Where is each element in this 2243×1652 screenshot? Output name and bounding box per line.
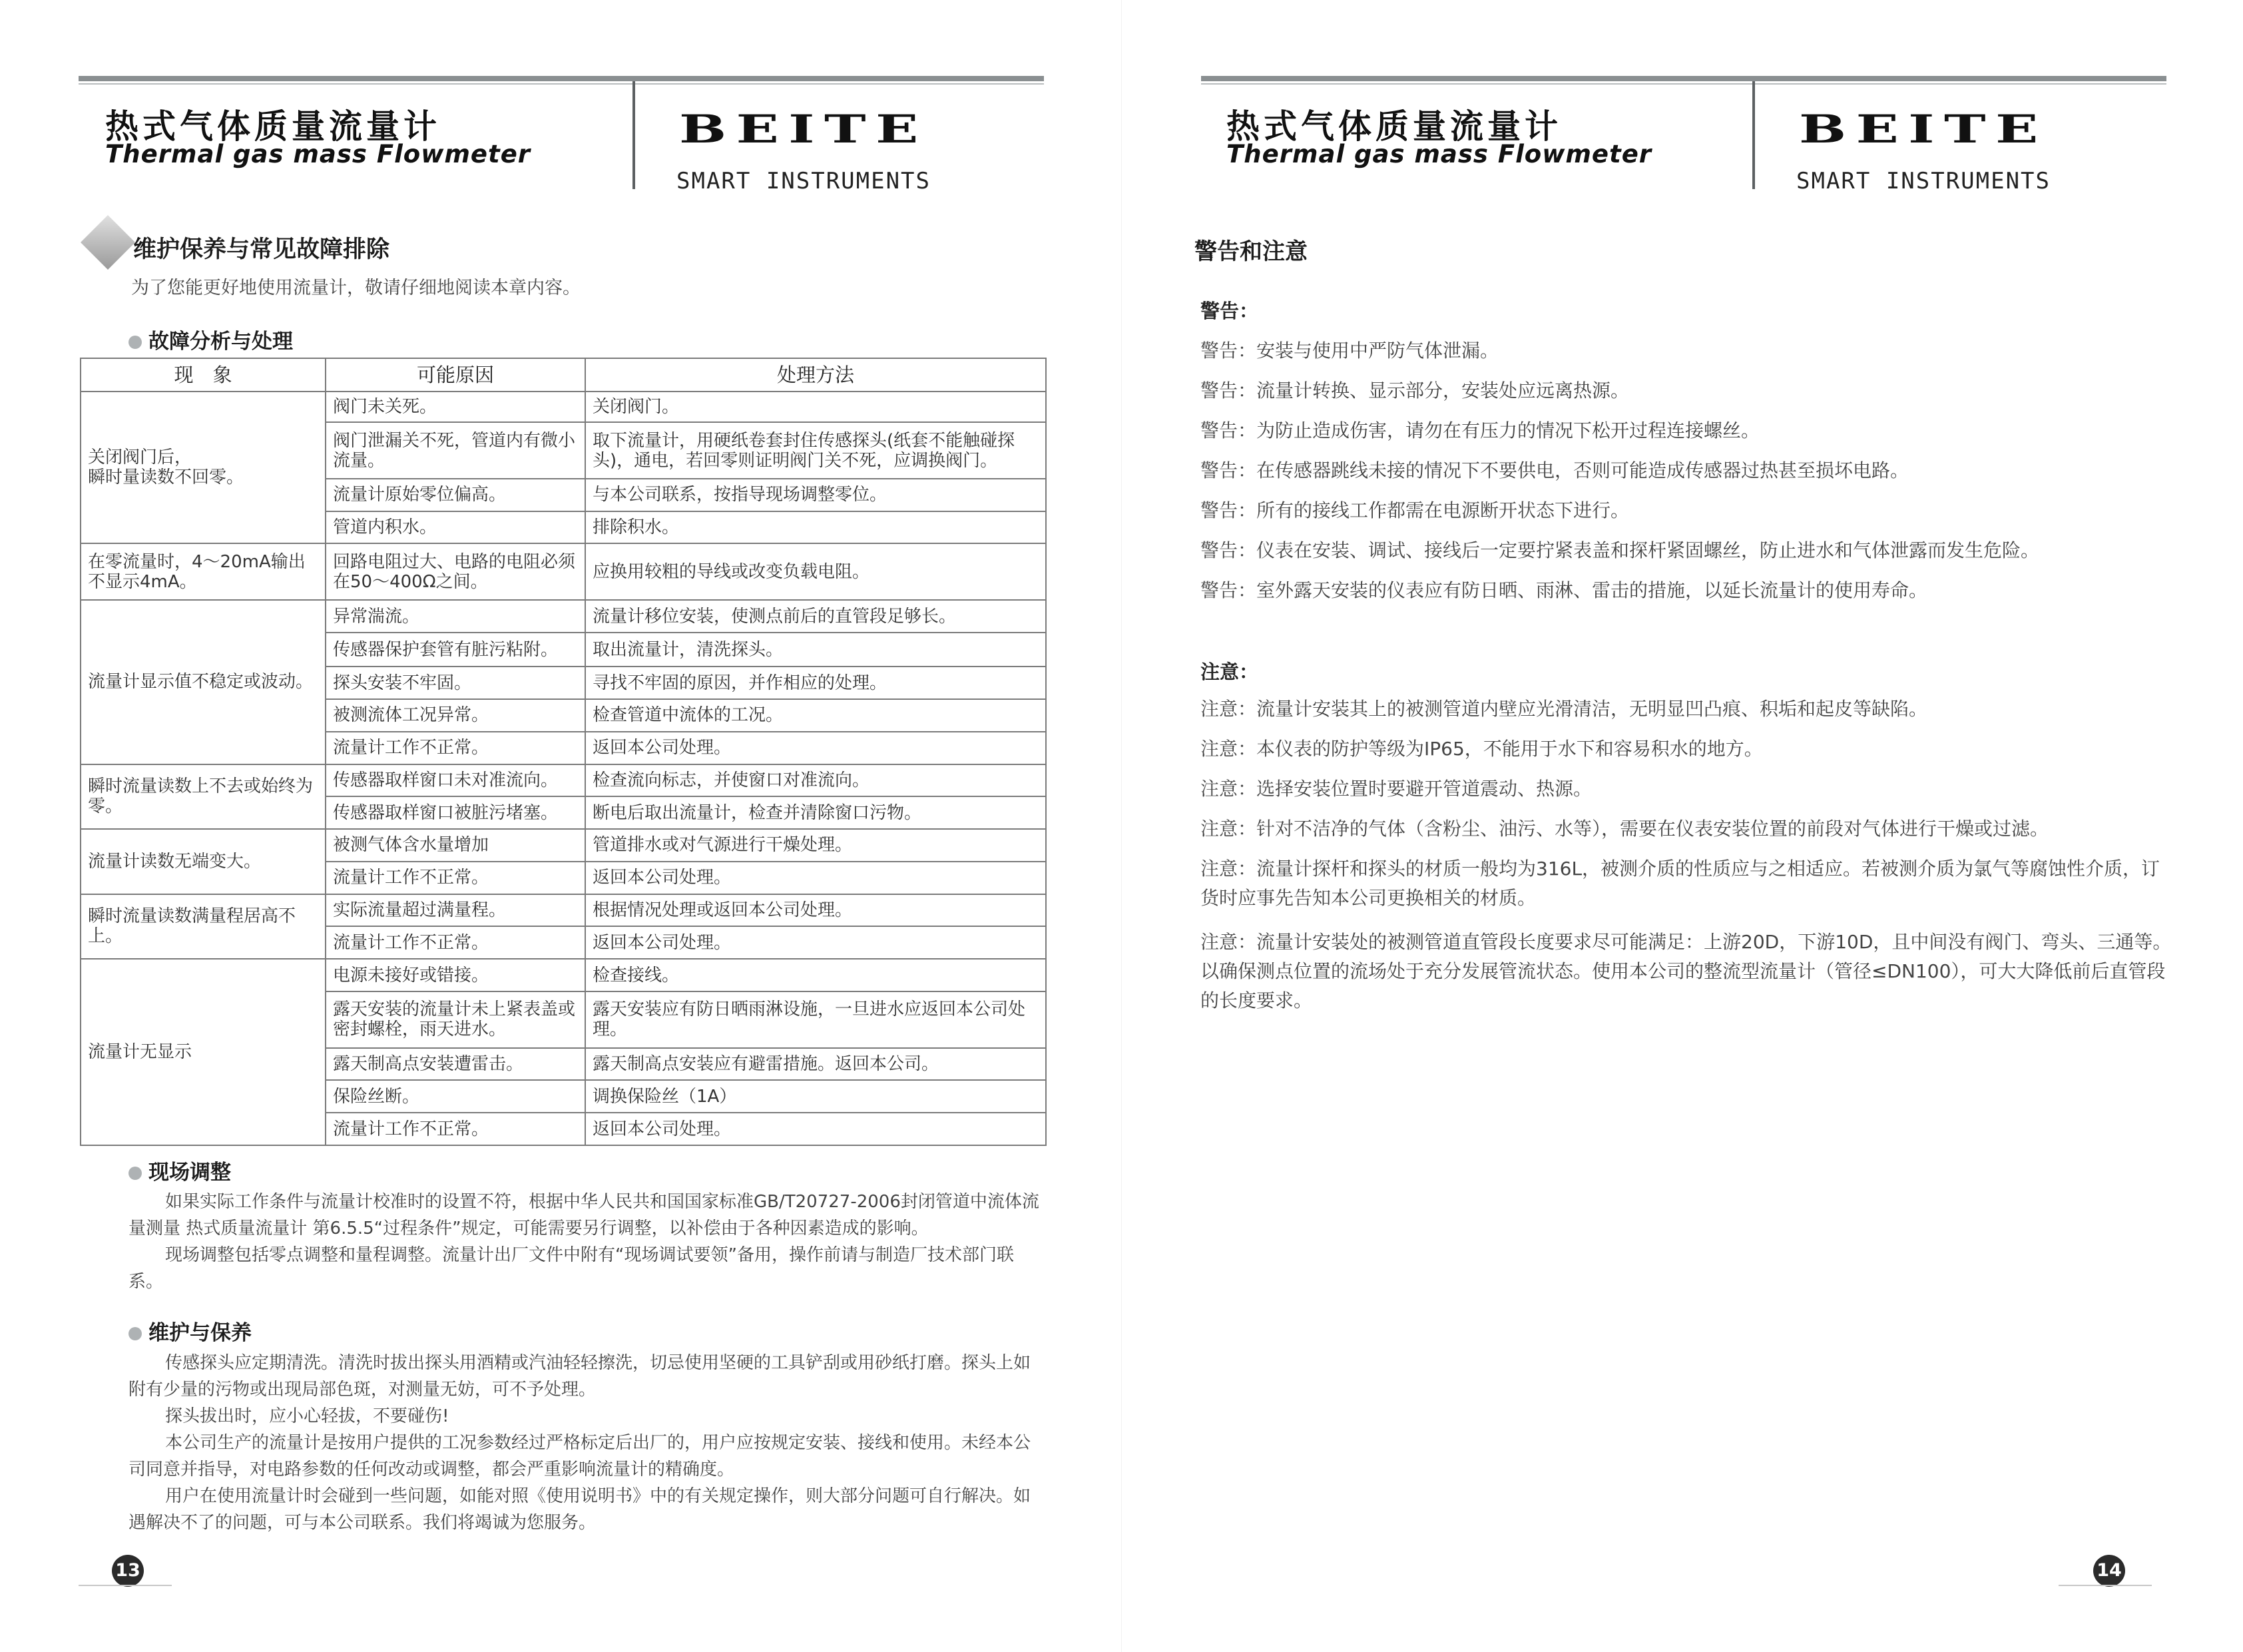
header-rule xyxy=(79,76,1044,81)
cause-cell: 流量计原始零位偏高。 xyxy=(326,479,585,511)
fix-cell: 返回本公司处理。 xyxy=(585,1113,1046,1145)
warning-item: 警告：室外露天安装的仪表应有防日晒、雨淋、雷击的措施，以延长流量计的使用寿命。 xyxy=(1200,579,1928,601)
paragraph: 用户在使用流量计时会碰到一些问题，如能对照《使用说明书》中的有关规定操作，则大部分问题可自行解决。如遇解决不了的问题，可与本公司联系。我们将竭诚为您服务。 xyxy=(128,1486,1031,1533)
bullet-icon xyxy=(128,1167,142,1180)
brand-subtitle: SMART INSTRUMENTS xyxy=(676,168,931,194)
section-title: 警告和注意 xyxy=(1194,238,1308,265)
header-rule-thin xyxy=(1201,83,2166,85)
header-title-zh: 热式气体质量流量计 xyxy=(1226,107,1562,146)
header-title-zh: 热式气体质量流量计 xyxy=(105,107,441,146)
table-row xyxy=(81,829,1046,862)
warning-label: 警告： xyxy=(1200,300,1259,322)
cause-cell: 管道内积水。 xyxy=(326,511,585,544)
fix-cell: 检查管道中流体的工况。 xyxy=(585,699,1046,732)
symptom-cell: 瞬时流量读数上不去或始终为零。 xyxy=(81,764,326,830)
section-intro: 为了您能更好地使用流量计，敬请仔细地阅读本章内容。 xyxy=(131,278,581,298)
paragraph: 探头拔出时，应小心轻拔，不要碰伤! xyxy=(165,1406,449,1426)
cause-cell: 流量计工作不正常。 xyxy=(326,926,585,959)
page-13 xyxy=(0,0,1121,1652)
header-title-en: Thermal gas mass Flowmeter xyxy=(1226,140,1652,168)
maintenance-text xyxy=(128,1350,1047,1536)
cause-cell: 流量计工作不正常。 xyxy=(326,1113,585,1145)
fix-cell: 检查流向标志，并使窗口对准流向。 xyxy=(585,764,1046,797)
symptom-cell: 流量计显示值不稳定或波动。 xyxy=(81,600,326,764)
symptom-cell: 关闭阀门后， 瞬时量读数不回零。 xyxy=(81,392,326,543)
fix-cell: 管道排水或对气源进行干燥处理。 xyxy=(585,829,1046,862)
bullet-icon xyxy=(128,336,142,349)
table-row xyxy=(81,392,1046,422)
bullet-icon xyxy=(128,1327,142,1340)
cause-cell: 电源未接好或错接。 xyxy=(326,959,585,991)
footer-line xyxy=(2059,1585,2152,1586)
fix-cell: 与本公司联系，按指导现场调整零位。 xyxy=(585,479,1046,511)
fix-cell: 调换保险丝（1A） xyxy=(585,1080,1046,1113)
symptom-cell: 瞬时流量读数满量程居高不上。 xyxy=(81,894,326,960)
cause-cell: 传感器取样窗口被脏污堵塞。 xyxy=(326,796,585,829)
table-row xyxy=(81,600,1046,633)
brand-subtitle: SMART INSTRUMENTS xyxy=(1796,168,2051,194)
cause-cell: 流量计工作不正常。 xyxy=(326,732,585,764)
col-header-symptom: 现 象 xyxy=(81,358,326,392)
note-item: 注意：选择安装位置时要避开管道震动、热源。 xyxy=(1200,778,1593,800)
maintenance-heading: 维护与保养 xyxy=(128,1316,252,1346)
cause-cell: 露天制高点安装遭雷击。 xyxy=(326,1048,585,1081)
warning-item: 警告：流量计转换、显示部分，安装处应远离热源。 xyxy=(1200,380,1630,402)
fault-heading: 故障分析与处理 xyxy=(128,324,293,354)
cause-cell: 被测流体工况异常。 xyxy=(326,699,585,732)
paragraph: 本公司生产的流量计是按用户提供的工况参数经过严格标定后出厂的，用户应按规定安装、接线和使用。未经本公司同意并指导，对电路参数的任何改动或调整，都会严重影响流量计的精确度。 xyxy=(128,1433,1031,1480)
table-row xyxy=(81,543,1046,600)
cause-cell: 探头安装不牢固。 xyxy=(326,667,585,699)
paragraph: 传感探头应定期清洗。清洗时拔出探头用酒精或汽油轻轻擦洗，切忌使用坚硬的工具铲刮或用砂纸打磨。探头上如附有少量的污物或出现局部色斑，对测量无妨，可不予处理。 xyxy=(128,1353,1031,1400)
table-row xyxy=(81,894,1046,927)
page-number: 14 xyxy=(2093,1555,2125,1587)
warning-item: 警告：在传感器跳线未接的情况下不要供电，否则可能造成传感器过热甚至损坏电路。 xyxy=(1200,459,1909,481)
fix-cell: 取出流量计，清洗探头。 xyxy=(585,633,1046,667)
cause-cell: 阀门泄漏关不死，管道内有微小流量。 xyxy=(326,422,585,479)
warning-item: 警告：为防止造成伤害，请勿在有压力的情况下松开过程连接螺丝。 xyxy=(1200,419,1760,441)
fix-cell: 返回本公司处理。 xyxy=(585,926,1046,959)
header-divider xyxy=(632,81,635,189)
fix-cell: 排除积水。 xyxy=(585,511,1046,544)
cause-cell: 异常湍流。 xyxy=(326,600,585,633)
paragraph: 现场调整包括零点调整和量程调整。流量计出厂文件中附有“现场调试要领”备用，操作前请与制造厂技术部门联系。 xyxy=(128,1245,1014,1292)
warning-item: 警告：仪表在安装、调试、接线后一定要拧紧表盖和探杆紧固螺丝，防止进水和气体泄露而发生危险。 xyxy=(1200,539,2040,561)
col-header-cause: 可能原因 xyxy=(326,358,585,392)
fix-cell: 应换用较粗的导线或改变负载电阻。 xyxy=(585,543,1046,600)
table-row xyxy=(81,959,1046,991)
note-item: 注意：流量计探杆和探头的材质一般均为316L，被测介质的性质应与之相适应。若被测介质为氯气等腐蚀性介质，订货时应事先告知本公司更换相关的材质。 xyxy=(1200,858,2160,909)
paragraph: 如果实际工作条件与流量计校准时的设置不符，根据中华人民共和国国家标准GB/T20727-2006封闭管道中流体流量测量 热式质量流量计 第6.5.5“过程条件”规定，可能需要另行调整，以补偿由于各种因素造成的影响。 xyxy=(128,1192,1039,1239)
fix-cell: 露天安装应有防日晒雨淋设施，一旦进水应返回本公司处理。 xyxy=(585,991,1046,1048)
fix-cell: 关闭阀门。 xyxy=(585,392,1046,422)
cause-cell: 传感器取样窗口未对准流向。 xyxy=(326,764,585,797)
warning-item: 警告：所有的接线工作都需在电源断开状态下进行。 xyxy=(1200,499,1630,521)
col-header-fix: 处理方法 xyxy=(585,358,1046,392)
symptom-cell: 流量计读数无端变大。 xyxy=(81,829,326,894)
header-divider xyxy=(1752,81,1755,189)
field-adjust-text xyxy=(128,1189,1047,1295)
fix-cell: 根据情况处理或返回本公司处理。 xyxy=(585,894,1046,927)
note-item: 注意：针对不洁净的气体（含粉尘、油污、水等），需要在仪表安装位置的前段对气体进行干燥或过滤。 xyxy=(1200,818,2049,840)
cause-cell: 传感器保护套管有脏污粘附。 xyxy=(326,633,585,667)
warning-item: 警告：安装与使用中严防气体泄漏。 xyxy=(1200,340,1499,362)
table-header-row xyxy=(81,358,1046,392)
cause-cell: 被测气体含水量增加 xyxy=(326,829,585,862)
fix-cell: 返回本公司处理。 xyxy=(585,732,1046,764)
symptom-cell: 流量计无显示 xyxy=(81,959,326,1145)
fix-cell: 流量计移位安装，使测点前后的直管段足够长。 xyxy=(585,600,1046,633)
header-rule-thin xyxy=(79,83,1044,85)
header-title-en: Thermal gas mass Flowmeter xyxy=(105,140,531,168)
fix-cell: 露天制高点安装应有避雷措施。返回本公司。 xyxy=(585,1048,1046,1081)
cause-cell: 实际流量超过满量程。 xyxy=(326,894,585,927)
fix-cell: 寻找不牢固的原因，并作相应的处理。 xyxy=(585,667,1046,699)
fault-table xyxy=(80,358,1047,1146)
note-label: 注意： xyxy=(1200,661,1259,683)
brand-logo: BEITE xyxy=(679,107,928,152)
cause-cell: 回路电阻过大、电路的电阻必须在50～400Ω之间。 xyxy=(326,543,585,600)
page-number: 13 xyxy=(112,1555,144,1587)
brand-logo: BEITE xyxy=(1799,107,2048,152)
cause-cell: 阀门未关死。 xyxy=(326,392,585,422)
cause-cell: 露天安装的流量计未上紧表盖或密封螺栓，雨天进水。 xyxy=(326,991,585,1048)
cause-cell: 流量计工作不正常。 xyxy=(326,862,585,894)
fix-cell: 取下流量计，用硬纸卷套封住传感探头(纸套不能触碰探头)，通电，若回零则证明阀门关不死，应调换阀门。 xyxy=(585,422,1046,479)
section-diamond-icon xyxy=(81,215,135,270)
footer-line xyxy=(79,1585,172,1586)
cause-cell: 保险丝断。 xyxy=(326,1080,585,1113)
note-item: 注意：流量计安装处的被测管道直管段长度要求尽可能满足：上游20D，下游10D，且中间没有阀门、弯头、三通等。以确保测点位置的流场处于充分发展管流状态。使用本公司的整流型流量计（管径≤DN100），可大大降低前后直管段的长度要求。 xyxy=(1200,931,2172,1011)
note-item: 注意：本仪表的防护等级为IP65，不能用于水下和容易积水的地方。 xyxy=(1200,738,1763,760)
note-item: 注意：流量计安装其上的被测管道内壁应光滑清洁，无明显凹凸痕、积垢和起皮等缺陷。 xyxy=(1200,698,1928,720)
field-adjust-heading: 现场调整 xyxy=(128,1155,231,1185)
fix-cell: 检查接线。 xyxy=(585,959,1046,991)
header-rule xyxy=(1201,76,2166,81)
table-row xyxy=(81,764,1046,797)
section-title: 维护保养与常见故障排除 xyxy=(133,236,390,263)
symptom-cell: 在零流量时，4～20mA输出不显示4mA。 xyxy=(81,543,326,600)
fix-cell: 返回本公司处理。 xyxy=(585,862,1046,894)
fix-cell: 断电后取出流量计，检查并清除窗口污物。 xyxy=(585,796,1046,829)
